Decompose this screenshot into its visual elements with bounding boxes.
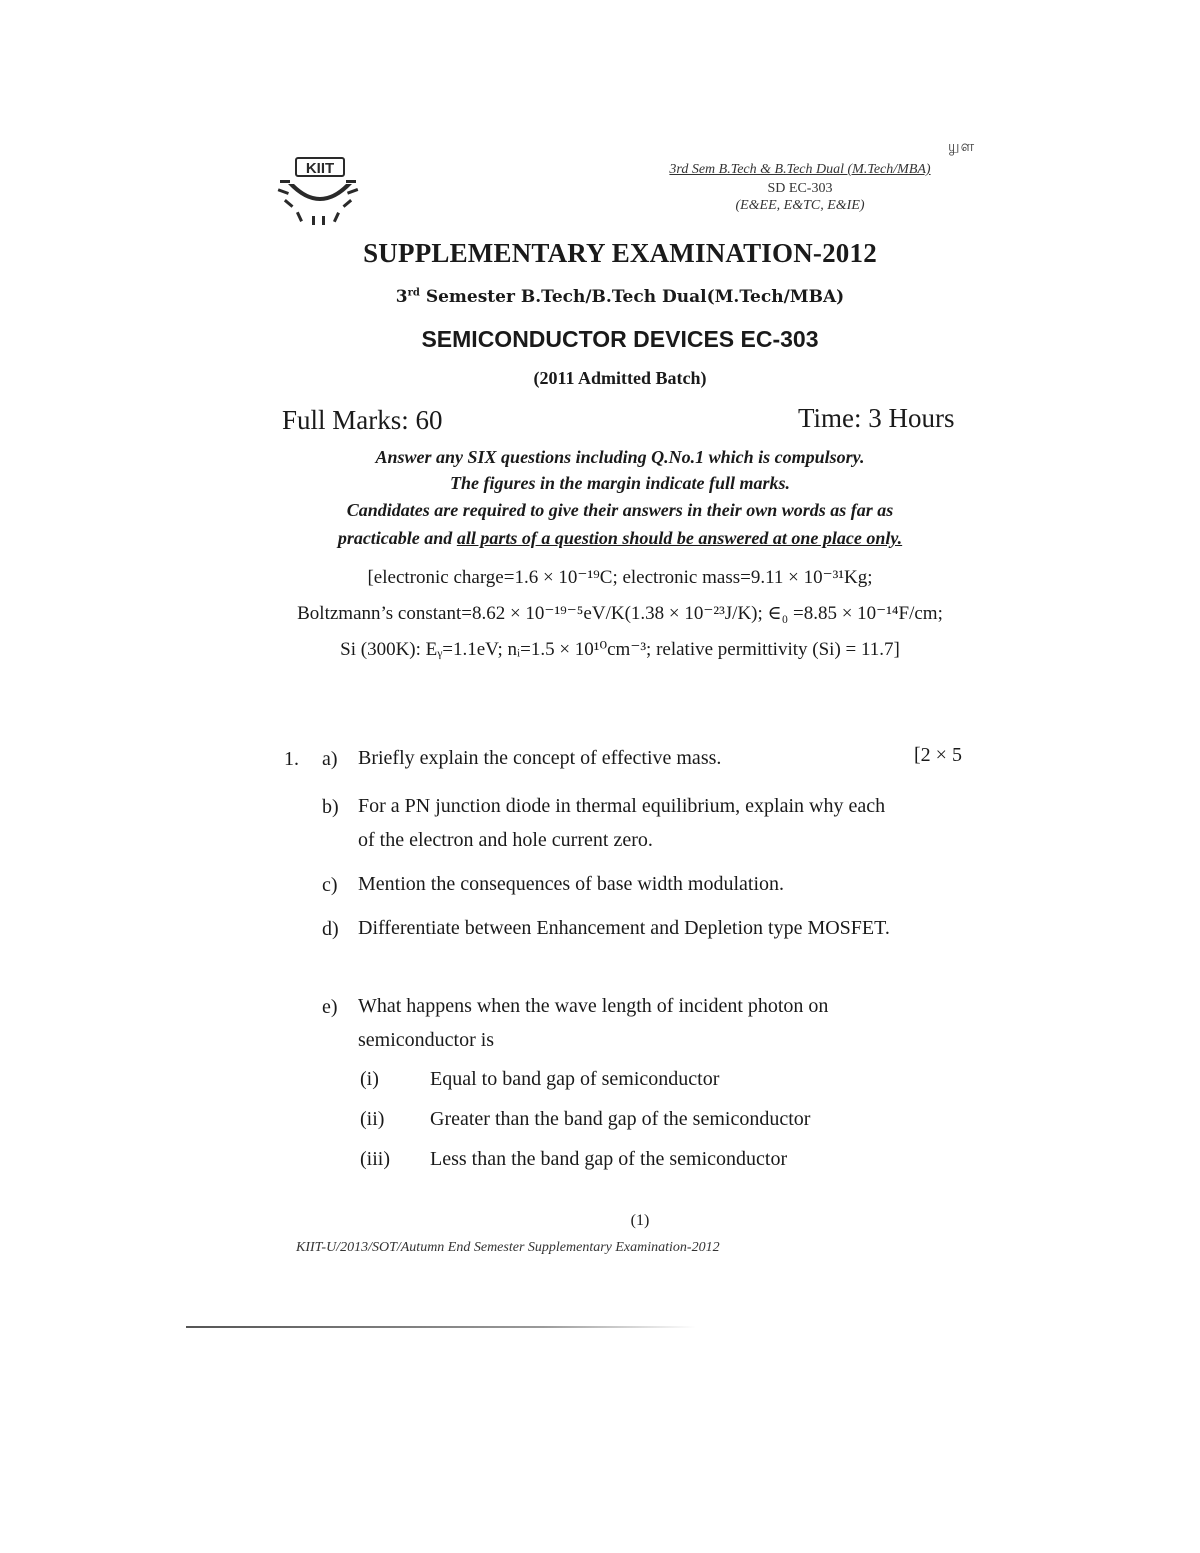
full-marks: Full Marks: 60 — [282, 405, 443, 435]
instruction-line-4-plain: practicable and — [337, 528, 457, 548]
part-label: c) — [322, 874, 338, 896]
scan-edge-line — [186, 1326, 696, 1328]
corner-handwritten-mark: ௶ள — [948, 139, 976, 155]
part-text: Differentiate between Enhancement and Depletion type MOSFET. — [358, 917, 890, 939]
subpart-text: Greater than the band gap of the semiconductor — [430, 1108, 811, 1130]
subpart-text: Equal to band gap of semiconductor — [430, 1068, 720, 1090]
part-label: e) — [322, 996, 338, 1018]
footer-text: KIIT-U/2013/SOT/Autumn End Semester Supplementary Examination-2012 — [296, 1240, 720, 1255]
question-marks: [2 × 5 — [914, 744, 962, 766]
question-number: 1. — [284, 748, 299, 770]
header-program: 3rd Sem B.Tech & B.Tech Dual (M.Tech/MBA) — [669, 162, 931, 177]
semester-line — [0, 287, 1200, 307]
instruction-line-4 — [240, 528, 1000, 549]
part-text: For a PN junction diode in thermal equilibrium, explain why each of the electron and hole current zero. — [358, 795, 886, 851]
part-text: What happens when the wave length of incident photon on semiconductor is — [358, 995, 829, 1051]
header-branches: (E&EE, E&TC, E&IE) — [735, 198, 865, 213]
subpart-label: (ii) — [360, 1108, 385, 1130]
instruction-line-3: Candidates are required to give their answers in their own words as far as — [346, 500, 894, 520]
semester-number: 3 — [395, 287, 408, 307]
subpart-text: Less than the band gap of the semiconductor — [430, 1148, 788, 1170]
part-text: Briefly explain the concept of effective mass. — [358, 747, 722, 769]
svg-text:KIIT: KIIT — [305, 160, 335, 177]
part-label: b) — [322, 796, 339, 818]
instruction-line-4-underlined: all parts of a question should be answered at one place only. — [456, 528, 903, 548]
course-title: SEMICONDUCTOR DEVICES EC-303 — [421, 326, 819, 352]
semester-rest: Semester B.Tech/B.Tech Dual(M.Tech/MBA) — [419, 287, 845, 307]
constants-line-1: [electronic charge=1.6 × 10⁻¹⁹C; electronic mass=9.11 × 10⁻³¹Kg; — [367, 567, 873, 588]
part-label: d) — [322, 918, 339, 940]
part-label: a) — [322, 748, 338, 770]
subpart-label: (i) — [360, 1068, 379, 1090]
exam-time: Time: 3 Hours — [798, 403, 955, 433]
constants-line-3: Si (300K): Eᵧ=1.1eV; nᵢ=1.5 × 10¹⁰cm⁻³; relative permittivity (Si) = 11.7] — [340, 639, 900, 660]
subpart-label: (iii) — [360, 1148, 390, 1170]
part-text: Mention the consequences of base width modulation. — [358, 873, 785, 895]
header-course-code: SD EC-303 — [767, 181, 833, 196]
instruction-line-2: The figures in the margin indicate full marks. — [449, 473, 791, 493]
instruction-line-1: Answer any SIX questions including Q.No.1 which is compulsory. — [375, 447, 865, 467]
exam-title: SUPPLEMENTARY EXAMINATION-2012 — [363, 238, 877, 268]
batch-line: (2011 Admitted Batch) — [533, 368, 707, 388]
kiit-logo-icon — [276, 156, 360, 226]
semester-suffix: rd — [407, 287, 420, 299]
page-number: (1) — [630, 1212, 650, 1229]
constants-line-2: Boltzmann’s constant=8.62 × 10⁻¹⁹⁻⁵eV/K(1.38 × 10⁻²³J/K); ∈₀ =8.85 × 10⁻¹⁴F/cm; — [297, 603, 943, 624]
